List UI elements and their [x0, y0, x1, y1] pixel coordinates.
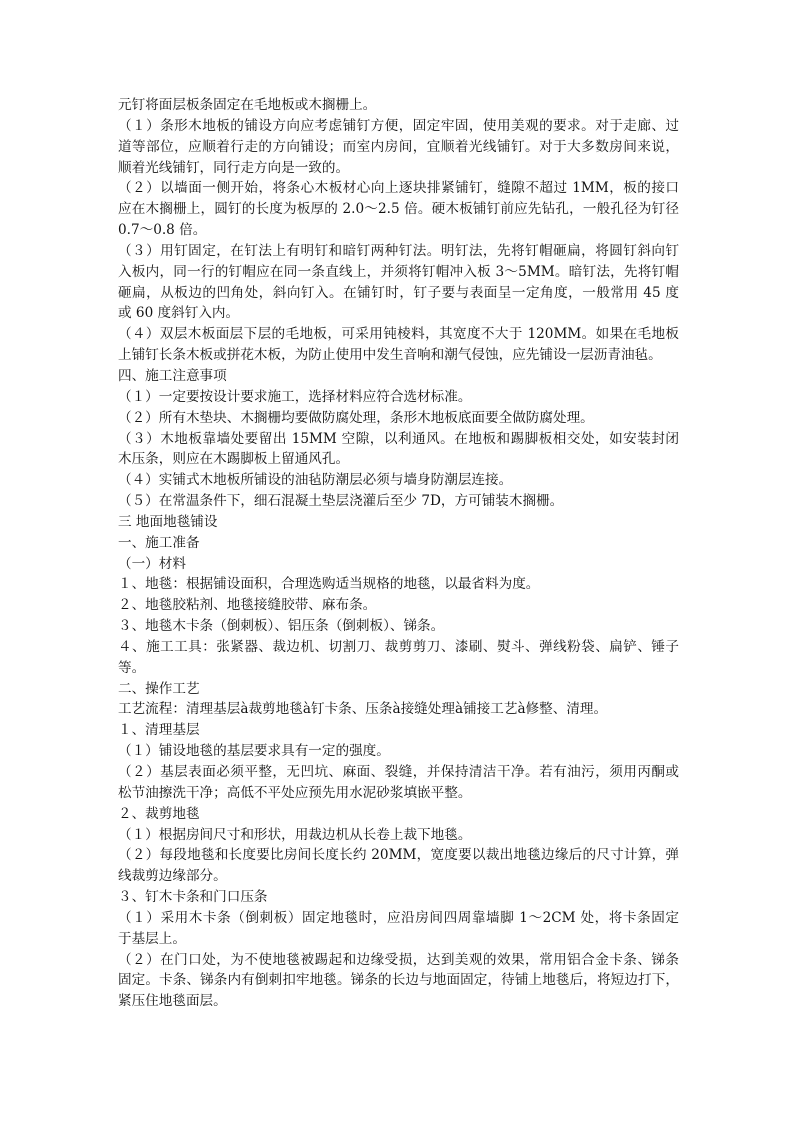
text-line: 于基层上。	[118, 930, 186, 947]
paragraph	[118, 512, 679, 533]
paragraph	[118, 366, 679, 387]
paragraph	[118, 429, 679, 471]
text-line: ２、裁剪地毯	[118, 805, 200, 822]
text-line: ３、地毯木卡条（倒刺板）、铝压条（倒刺板）、锑条。	[118, 618, 445, 635]
text-line: （１）铺设地毯的基层要求具有一定的强度。	[118, 743, 390, 760]
text-line: （２）所有木垫块、木搁栅均要做防腐处理，条形木地板底面要全做防腐处理。	[118, 409, 594, 426]
paragraph	[118, 470, 679, 491]
text-line: （１）根据房间尺寸和形状，用裁边机从长卷上裁下地毯。	[118, 826, 472, 843]
paragraph	[118, 699, 679, 720]
paragraph	[118, 845, 679, 887]
text-line: 一、施工准备	[118, 534, 200, 551]
text-line: 顺着光线铺钉，同行走方向是一致的。	[118, 159, 350, 176]
text-line: （２）在门口处，为不使地毯被踢起和边缘受损，达到美观的效果，常用铝合金卡条、锑条	[118, 951, 679, 968]
text-line: 线裁剪边缘部分。	[118, 868, 227, 885]
paragraph	[118, 387, 679, 408]
text-line: 道等部位，应顺着行走的方向铺设；而室内房间，宜顺着光线铺钉。对于大多数房间来说，	[118, 138, 679, 155]
text-line: （４）双层木板面层下层的毛地板，可采用钝棱料，其宽度不大于 120MM。如果在毛地板	[118, 326, 679, 343]
text-line: 砸扁，从板边的凹角处，斜向钉入。在铺钉时，钉子要与表面呈一定角度，一般常用 45 度	[118, 284, 679, 301]
paragraph	[118, 950, 679, 1013]
text-line: （４）实铺式木地板所铺设的油毡防潮层必须与墙身防潮层连接。	[118, 472, 513, 489]
paragraph	[118, 533, 679, 554]
text-line: 0.7～0.8 倍。	[118, 222, 207, 239]
paragraph	[118, 762, 679, 804]
paragraph	[118, 616, 679, 637]
document-body	[118, 95, 679, 1012]
text-line: （２）每段地毯和长度要比房间长度长约 20MM，宽度要以裁出地毯边缘后的尺寸计算，弹	[118, 847, 679, 864]
text-line: 元钉将面层板条固定在毛地板或木搁栅上。	[118, 97, 377, 113]
text-line: （１）一定要按设计要求施工，选择材料应符合选材标准。	[118, 388, 472, 405]
text-line: ３、钉木卡条和门口压条	[118, 889, 268, 906]
text-line: （５）在常温条件下，细石混凝土垫层浇灌后至少 7D，方可铺装木搁栅。	[118, 493, 564, 510]
text-line: ４、施工工具：张紧器、裁边机、切割刀、裁剪剪刀、漆刷、熨斗、弹线粉袋、扁铲、锤子	[118, 638, 679, 655]
text-line: 松节油擦洗干净；高低不平处应预先用水泥砂浆填嵌平整。	[118, 784, 472, 801]
paragraph	[118, 887, 679, 908]
paragraph	[118, 637, 679, 679]
text-line: 固定。卡条、锑条内有倒刺扣牢地毯。锑条的长边与地面固定，待铺上地毯后，将短边打下，	[118, 972, 679, 989]
text-line: （３）木地板靠墙处要留出 15MM 空隙，以利通风。在地板和踢脚板相交处，如安装封闭	[118, 430, 679, 447]
paragraph	[118, 595, 679, 616]
text-line: （一）材料	[118, 555, 186, 572]
text-line: （２）基层表面必须平整，无凹坑、麻面、裂缝，并保持清洁干净。若有油污，须用丙酮或	[118, 764, 679, 780]
text-line: （３）用钉固定，在钉法上有明钉和暗钉两种钉法。明钉法，先将钉帽砸扁，将圆钉斜向钉	[118, 242, 679, 259]
paragraph	[118, 95, 679, 116]
text-line: 入板内，同一行的钉帽应在同一条直线上，并须将钉帽冲入板 3～5MM。暗钉法，先将钉帽	[118, 263, 679, 280]
text-line: 四、施工注意事项	[118, 367, 227, 384]
text-line: 上铺钉长条木板或拼花木板，为防止使用中发生音响和潮气侵蚀，应先铺设一层沥青油毡。	[118, 347, 662, 364]
paragraph	[118, 804, 679, 825]
text-line: 二、操作工艺	[118, 680, 200, 697]
paragraph	[118, 720, 679, 741]
paragraph	[118, 491, 679, 512]
paragraph	[118, 825, 679, 846]
paragraph	[118, 116, 679, 179]
text-line: 等。	[118, 659, 146, 676]
text-line: 应在木搁栅上，圆钉的长度为板厚的 2.0～2.5 倍。硬木板铺钉前应先钻孔，一般孔径为钉径	[118, 201, 679, 218]
paragraph	[118, 178, 679, 241]
text-line: ２、地毯胶粘剂、地毯接缝胶带、麻布条。	[118, 597, 377, 614]
text-line: 或 60 度斜钉入内。	[118, 305, 240, 322]
paragraph	[118, 324, 679, 366]
paragraph	[118, 574, 679, 595]
paragraph	[118, 554, 679, 575]
text-line: 木压条，则应在木踢脚板上留通风孔。	[118, 451, 350, 468]
paragraph	[118, 741, 679, 762]
text-line: 紧压住地毯面层。	[118, 993, 227, 1010]
text-line: １、清理基层	[118, 722, 200, 739]
text-line: （２）以墙面一侧开始，将条心木板材心向上逐块排紧铺钉，缝隙不超过 1MM，板的接口	[118, 180, 679, 197]
text-line: 三 地面地毯铺设	[118, 513, 218, 530]
paragraph	[118, 908, 679, 950]
text-line: １、地毯：根据铺设面积，合理选购适当规格的地毯，以最省料为度。	[118, 576, 540, 593]
text-line: （１）采用木卡条（倒刺板）固定地毯时，应沿房间四周靠墙脚 1～2CM 处，将卡条固定	[118, 909, 679, 926]
paragraph	[118, 679, 679, 700]
text-line: 工艺流程：清理基层à裁剪地毯à钉卡条、压条à接缝处理à铺接工艺à修整、清理。	[118, 701, 608, 718]
paragraph	[118, 408, 679, 429]
paragraph	[118, 241, 679, 324]
text-line: （１）条形木地板的铺设方向应考虑铺钉方便，固定牢固，使用美观的要求。对于走廊、过	[118, 117, 679, 134]
